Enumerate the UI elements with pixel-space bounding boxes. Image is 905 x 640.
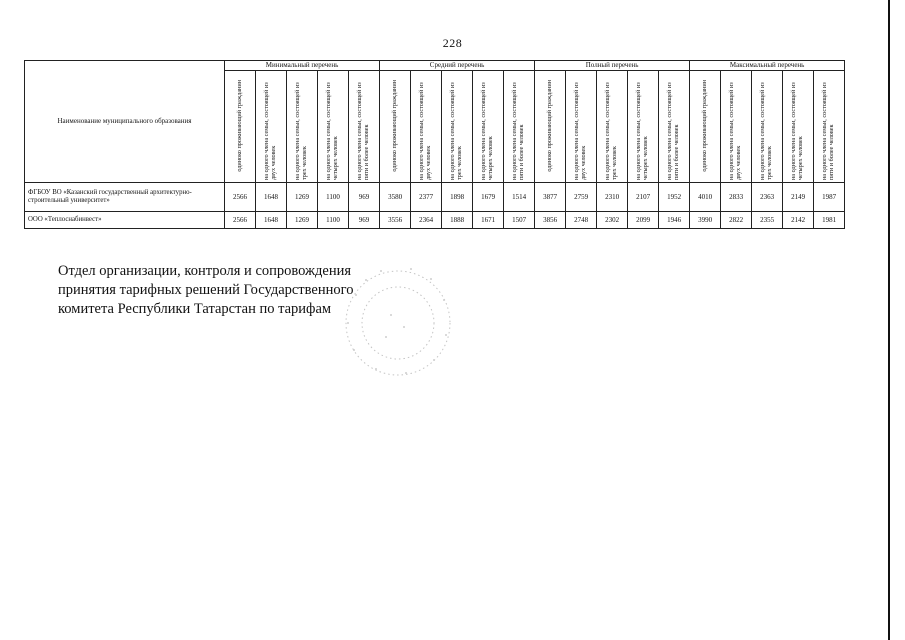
page-number: 228: [442, 36, 463, 50]
value-cell: 1269: [287, 183, 318, 212]
signature-line: принятия тарифных решений Государственного: [58, 282, 354, 298]
value-cell: 2355: [752, 212, 783, 229]
value-cell: 1898: [442, 183, 473, 212]
column-header: на одного члена семьи, состоящей из четырех человек: [783, 71, 814, 183]
seal-stamp-icon: [336, 255, 456, 385]
value-cell: 1269: [287, 212, 318, 229]
column-header: на одного члена семьи, состоящей из трех человек: [597, 71, 628, 183]
value-cell: 2377: [411, 183, 442, 212]
org-name-cell: ФГБОУ ВО «Казанский государственный архитектурно-строительный университет»: [25, 183, 225, 212]
group-header-maximal: Максимальный перечень: [690, 61, 845, 71]
column-header: на одного члена семьи, состоящей из пяти и более человек: [814, 71, 845, 183]
column-header: на одного члена семьи, состоящей из пяти и более человек: [659, 71, 690, 183]
value-cell: 2149: [783, 183, 814, 212]
value-cell: 1671: [473, 212, 504, 229]
table-row: [25, 183, 845, 212]
column-header: одиноко проживающий гражданин: [225, 71, 256, 183]
column-header: одиноко проживающий гражданин: [535, 71, 566, 183]
value-cell: 1981: [814, 212, 845, 229]
org-name-cell: ООО «Теплоснабинвест»: [25, 212, 225, 229]
value-cell: 1987: [814, 183, 845, 212]
value-cell: 3990: [690, 212, 721, 229]
column-header: на одного члена семьи, состоящей из трех человек: [442, 71, 473, 183]
value-cell: 2107: [628, 183, 659, 212]
value-cell: 1648: [256, 183, 287, 212]
value-cell: 2833: [721, 183, 752, 212]
value-cell: 1514: [504, 183, 535, 212]
value-cell: 2142: [783, 212, 814, 229]
value-cell: 2364: [411, 212, 442, 229]
value-cell: 1648: [256, 212, 287, 229]
value-cell: 2099: [628, 212, 659, 229]
value-cell: 2566: [225, 183, 256, 212]
group-header-average: Средний перечень: [380, 61, 535, 71]
column-header: на одного члена семьи, состоящей из двух человек: [411, 71, 442, 183]
column-header: на одного члена семьи, состоящей из двух человек: [566, 71, 597, 183]
value-cell: 1888: [442, 212, 473, 229]
page-edge-rule: [888, 0, 890, 640]
value-cell: 1946: [659, 212, 690, 229]
org-column-header: Наименование муниципального образования: [25, 61, 225, 183]
value-cell: 969: [349, 212, 380, 229]
value-cell: 2748: [566, 212, 597, 229]
column-header: на одного члена семьи, состоящей из пяти и более человек: [504, 71, 535, 183]
column-header: на одного члена семьи, состоящей из двух человек: [721, 71, 752, 183]
value-cell: 1507: [504, 212, 535, 229]
value-cell: 2310: [597, 183, 628, 212]
tariff-table: [24, 60, 845, 229]
value-cell: 2302: [597, 212, 628, 229]
value-cell: 2822: [721, 212, 752, 229]
group-header-full: Полный перечень: [535, 61, 690, 71]
column-header: на одного члена семьи, состоящей из четырех человек: [318, 71, 349, 183]
table-row: [25, 212, 845, 229]
faint-seal-stamp: [336, 255, 456, 385]
column-header: на одного члена семьи, состоящей из четырех человек: [628, 71, 659, 183]
value-cell: 2566: [225, 212, 256, 229]
column-header: на одного члена семьи, состоящей из трех человек: [287, 71, 318, 183]
column-header: на одного члена семьи, состоящей из пяти и более человек: [349, 71, 380, 183]
column-header: одиноко проживающий гражданин: [690, 71, 721, 183]
value-cell: 2363: [752, 183, 783, 212]
signature-line: Отдел организации, контроля и сопровождения: [58, 263, 352, 279]
value-cell: 1100: [318, 212, 349, 229]
value-cell: 1679: [473, 183, 504, 212]
column-header: одиноко проживающий гражданин: [380, 71, 411, 183]
value-cell: 3580: [380, 183, 411, 212]
value-cell: 4010: [690, 183, 721, 212]
signature-block: [58, 262, 353, 319]
value-cell: 2759: [566, 183, 597, 212]
column-header: на одного члена семьи, состоящей из четырех человек: [473, 71, 504, 183]
value-cell: 1952: [659, 183, 690, 212]
value-cell: 969: [349, 183, 380, 212]
signature-line: комитета Республики Татарстан по тарифам: [58, 301, 332, 317]
column-header: на одного члена семьи, состоящей из двух человек: [256, 71, 287, 183]
column-header: на одного члена семьи, состоящей из трех человек: [752, 71, 783, 183]
group-header-minimal: Минимальный перечень: [225, 61, 380, 71]
value-cell: 3877: [535, 183, 566, 212]
table-group-header-row: [25, 61, 845, 71]
value-cell: 3856: [535, 212, 566, 229]
value-cell: 3556: [380, 212, 411, 229]
value-cell: 1100: [318, 183, 349, 212]
